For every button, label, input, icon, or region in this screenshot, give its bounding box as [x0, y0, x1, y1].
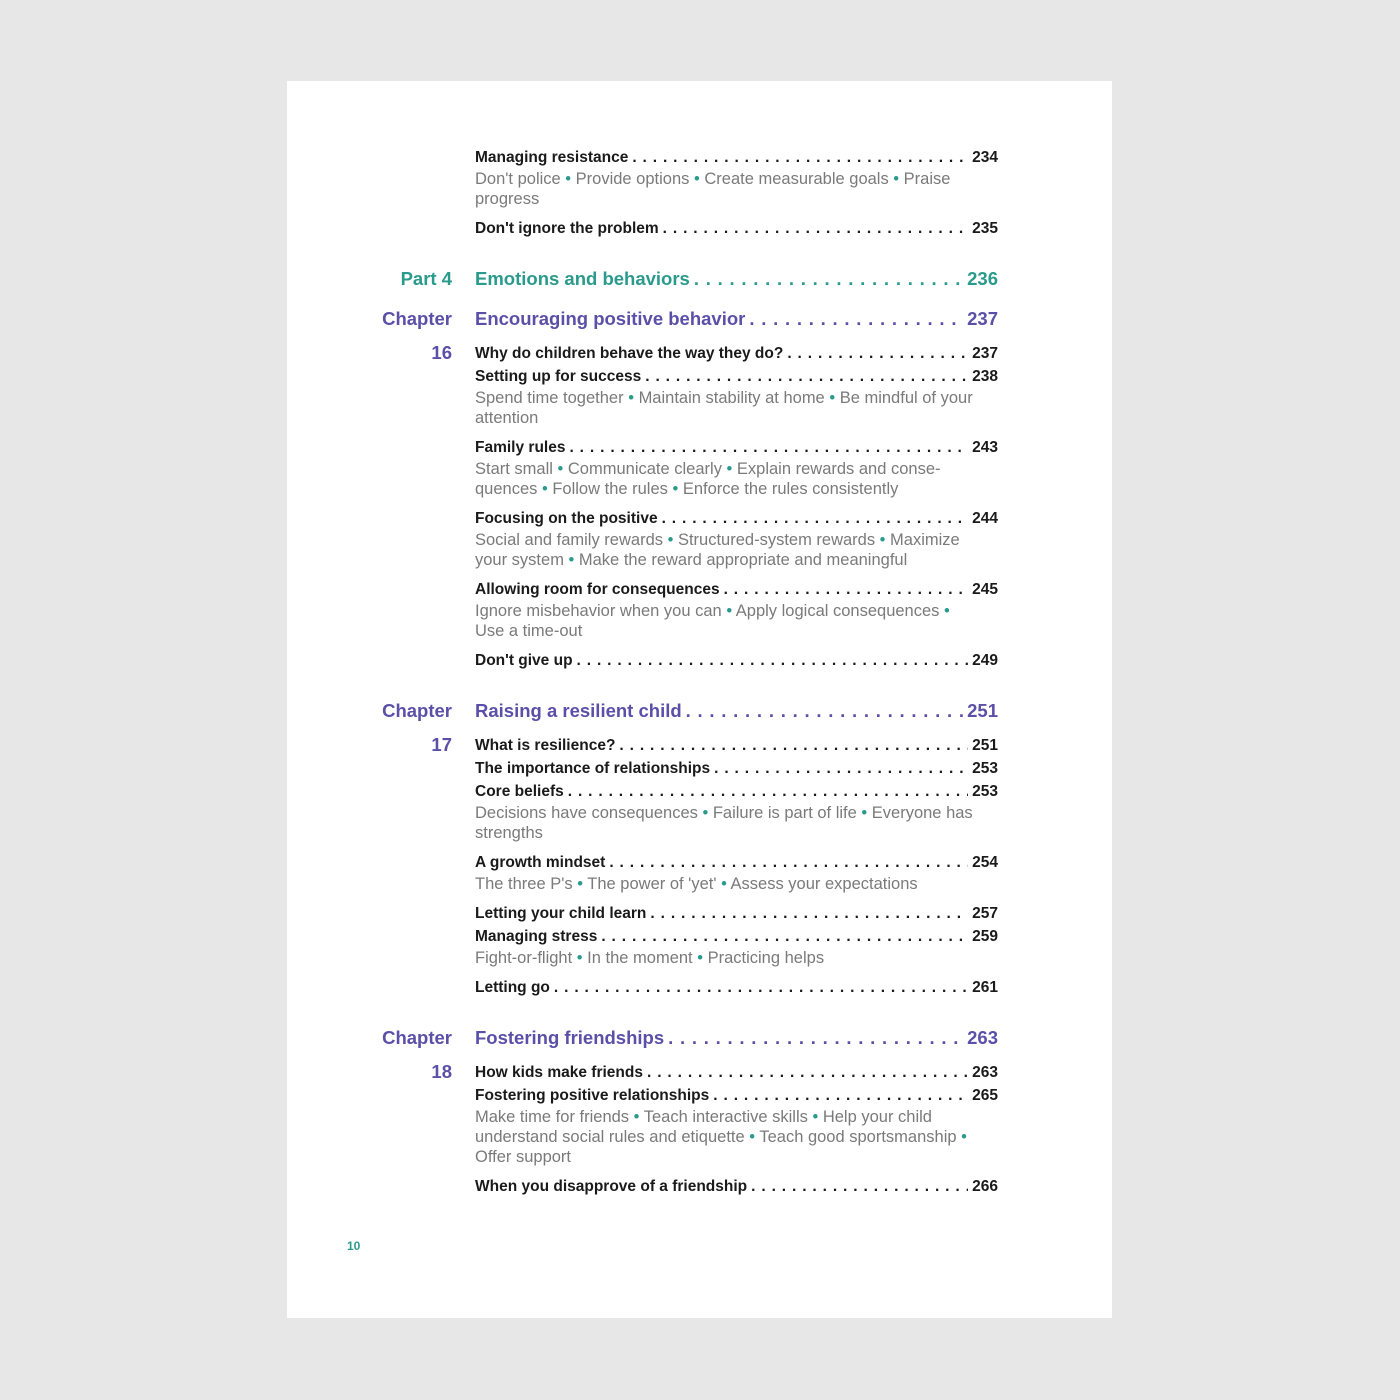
- entry-title: Managing resistance: [475, 149, 629, 166]
- bullet-icon: •: [560, 170, 576, 188]
- topic: Communicate clearly: [567, 460, 722, 478]
- entry-page: 266: [972, 1178, 998, 1195]
- entry-topics: [475, 169, 975, 209]
- topic: Be mindful of your attention: [475, 389, 973, 427]
- toc-entry[interactable]: [475, 925, 998, 948]
- toc-entry[interactable]: [475, 1061, 998, 1084]
- toc-section: [357, 694, 998, 999]
- table-of-contents: [357, 146, 998, 1198]
- topic: Teach good sportsmanship: [759, 1128, 957, 1146]
- entry-title: When you disapprove of a friendship: [475, 1178, 748, 1195]
- toc-entry[interactable]: [475, 507, 998, 530]
- entry-page: 238: [972, 368, 998, 385]
- section-label: Chapter 18: [382, 1027, 452, 1082]
- entry-title: Managing stress: [475, 928, 598, 945]
- bullet-icon: •: [629, 1108, 644, 1126]
- toc-entry[interactable]: [475, 365, 998, 388]
- entry-title: Don't ignore the problem: [475, 220, 659, 237]
- entry-page: 254: [972, 854, 998, 871]
- dot-leader: [645, 365, 968, 388]
- entry-topics: [475, 803, 975, 843]
- entry-page: 261: [972, 979, 998, 996]
- entry-title: Fostering positive relationships: [475, 1087, 710, 1104]
- dot-leader: [632, 146, 968, 169]
- bullet-icon: •: [667, 480, 683, 498]
- chapter-heading[interactable]: [475, 694, 998, 728]
- dot-leader: [577, 649, 969, 672]
- topic: Teach interactive skills: [643, 1108, 808, 1126]
- topic: Apply logical consequences: [735, 602, 940, 620]
- dot-leader: [609, 851, 968, 874]
- toc-entry[interactable]: [475, 902, 998, 925]
- entry-title: Focusing on the positive: [475, 510, 658, 527]
- topic: Maximize your system: [475, 531, 960, 569]
- dot-leader: [714, 757, 968, 780]
- dot-leader: [662, 507, 969, 530]
- toc-section: [357, 262, 998, 302]
- entry-topics: [475, 948, 975, 968]
- heading-title: Raising a resilient child: [475, 700, 682, 721]
- entry-title: Don't give up: [475, 652, 573, 669]
- entry-title: What is resilience?: [475, 737, 616, 754]
- dot-leader: [568, 780, 968, 803]
- entry-list: [475, 734, 998, 999]
- entry-list: [475, 146, 998, 240]
- topic: Don't police: [475, 170, 561, 188]
- topic: Start small: [475, 460, 553, 478]
- dot-leader: [569, 436, 968, 459]
- topic: Structured-system rewards: [677, 531, 876, 549]
- entry-page: 243: [972, 439, 998, 456]
- entry-title: Family rules: [475, 439, 566, 456]
- toc-entry[interactable]: [475, 146, 998, 169]
- entry-page: 235: [972, 220, 998, 237]
- bullet-icon: •: [623, 389, 639, 407]
- toc-entry[interactable]: [475, 649, 998, 672]
- bullet-icon: •: [721, 602, 736, 620]
- bullet-icon: •: [572, 875, 588, 893]
- bullet-icon: •: [572, 949, 588, 967]
- bullet-icon: •: [716, 875, 731, 893]
- bullet-icon: •: [663, 531, 678, 549]
- part-heading[interactable]: [475, 262, 998, 296]
- entry-title: Core beliefs: [475, 783, 564, 800]
- heading-page: 263: [967, 1027, 998, 1048]
- entry-title: Why do children behave the way they do?: [475, 345, 784, 362]
- page-number: 10: [347, 1239, 361, 1253]
- entry-title: How kids make friends: [475, 1064, 643, 1081]
- entry-title: Allowing room for consequences: [475, 581, 720, 598]
- entry-page: 249: [972, 652, 998, 669]
- topic: Make time for friends: [475, 1108, 630, 1126]
- toc-entry[interactable]: [475, 757, 998, 780]
- topic: Create measurable goals: [704, 170, 889, 188]
- topic: Decisions have consequences: [475, 804, 698, 822]
- book-page: [287, 81, 1112, 1318]
- entry-page: 263: [972, 1064, 998, 1081]
- heading-page: 237: [967, 308, 998, 329]
- entry-page: 253: [972, 783, 998, 800]
- section-body: [475, 302, 998, 672]
- dot-leader: [749, 302, 963, 336]
- dot-leader: [554, 976, 968, 999]
- entry-list: [475, 1061, 998, 1198]
- topic: Everyone has strengths: [475, 804, 973, 842]
- section-label: Chapter 16: [382, 308, 452, 363]
- dot-leader: [650, 902, 968, 925]
- topic: Failure is part of life: [712, 804, 857, 822]
- entry-page: 237: [972, 345, 998, 362]
- entry-title: The importance of relationships: [475, 760, 711, 777]
- heading-title: Emotions and behaviors: [475, 268, 690, 289]
- topic: Social and family rewards: [475, 531, 663, 549]
- bullet-icon: •: [939, 602, 950, 620]
- dot-leader: [668, 1021, 963, 1055]
- topic: In the moment: [587, 949, 693, 967]
- section-label: Part 4: [400, 268, 452, 289]
- bullet-icon: •: [563, 551, 579, 569]
- entry-list: [475, 342, 998, 672]
- topic: Help your child understand social rules and etiquette: [475, 1108, 932, 1146]
- chapter-heading[interactable]: [475, 302, 998, 336]
- toc-entry[interactable]: [475, 780, 998, 803]
- dot-leader: [619, 734, 968, 757]
- bullet-icon: •: [689, 170, 705, 188]
- topic: Ignore misbehavior when you can: [475, 602, 722, 620]
- dot-leader: [647, 1061, 968, 1084]
- dot-leader: [663, 217, 968, 240]
- dot-leader: [751, 1175, 968, 1198]
- topic: Maintain stability at home: [638, 389, 825, 407]
- bullet-icon: •: [697, 804, 713, 822]
- entry-page: 245: [972, 581, 998, 598]
- bullet-icon: •: [824, 389, 840, 407]
- toc-entry[interactable]: [475, 217, 998, 240]
- heading-page: 251: [967, 700, 998, 721]
- bullet-icon: •: [692, 949, 708, 967]
- chapter-heading[interactable]: [475, 1021, 998, 1055]
- topic: Practicing helps: [707, 949, 825, 967]
- entry-page: 257: [972, 905, 998, 922]
- toc-entry[interactable]: [475, 1175, 998, 1198]
- toc-entry[interactable]: [475, 1084, 998, 1107]
- section-label: Chapter 17: [382, 700, 452, 755]
- bullet-icon: •: [956, 1128, 967, 1146]
- topic: Offer support: [475, 1148, 571, 1166]
- section-body: [475, 146, 998, 240]
- entry-title: Letting your child learn: [475, 905, 647, 922]
- heading-page: 236: [967, 268, 998, 289]
- bullet-icon: •: [721, 460, 737, 478]
- topic: Follow the rules: [552, 480, 668, 498]
- dot-leader: [713, 1084, 968, 1107]
- toc-entry[interactable]: [475, 342, 998, 365]
- toc-entry[interactable]: [475, 851, 998, 874]
- entry-topics: [475, 601, 975, 641]
- topic: The power of 'yet': [587, 875, 717, 893]
- dot-leader: [694, 262, 963, 296]
- entry-topics: [475, 874, 975, 894]
- entry-topics: [475, 1107, 975, 1167]
- dot-leader: [724, 578, 969, 601]
- topic: Make the reward appropriate and meaningful: [578, 551, 908, 569]
- entry-page: 259: [972, 928, 998, 945]
- section-body: [475, 694, 998, 999]
- dot-leader: [787, 342, 968, 365]
- bullet-icon: •: [856, 804, 872, 822]
- entry-topics: [475, 459, 975, 499]
- heading-title: Fostering friendships: [475, 1027, 665, 1048]
- entry-title: Setting up for success: [475, 368, 642, 385]
- topic: Use a time-out: [475, 622, 583, 640]
- entry-topics: [475, 388, 975, 428]
- bullet-icon: •: [537, 480, 553, 498]
- toc-section: [357, 146, 998, 240]
- bullet-icon: •: [875, 531, 891, 549]
- section-label: [357, 146, 452, 240]
- topic: The three P's: [475, 875, 573, 893]
- entry-page: 265: [972, 1087, 998, 1104]
- bullet-icon: •: [888, 170, 904, 188]
- bullet-icon: •: [552, 460, 568, 478]
- section-body: [475, 262, 998, 302]
- dot-leader: [601, 925, 968, 948]
- topic: Praise progress: [475, 170, 951, 208]
- toc-entry[interactable]: [475, 734, 998, 757]
- toc-entry[interactable]: [475, 436, 998, 459]
- toc-section: [357, 302, 998, 672]
- topic: Fight-or-flight: [475, 949, 573, 967]
- entry-page: 253: [972, 760, 998, 777]
- heading-title: Encouraging positive behavior: [475, 308, 746, 329]
- entry-topics: [475, 530, 975, 570]
- entry-page: 251: [972, 737, 998, 754]
- bullet-icon: •: [807, 1108, 823, 1126]
- topic: Provide options: [575, 170, 690, 188]
- toc-section: [357, 1021, 998, 1198]
- dot-leader: [686, 694, 963, 728]
- topic: Spend time together: [475, 389, 624, 407]
- topic: Enforce the rules consistently: [682, 480, 899, 498]
- topic: Explain rewards and conse-quences: [475, 460, 941, 498]
- bullet-icon: •: [744, 1128, 760, 1146]
- entry-title: A growth mindset: [475, 854, 606, 871]
- toc-entry[interactable]: [475, 578, 998, 601]
- entry-page: 234: [972, 149, 998, 166]
- entry-title: Letting go: [475, 979, 550, 996]
- topic: Assess your expectations: [730, 875, 918, 893]
- entry-page: 244: [972, 510, 998, 527]
- section-body: [475, 1021, 998, 1198]
- toc-entry[interactable]: [475, 976, 998, 999]
